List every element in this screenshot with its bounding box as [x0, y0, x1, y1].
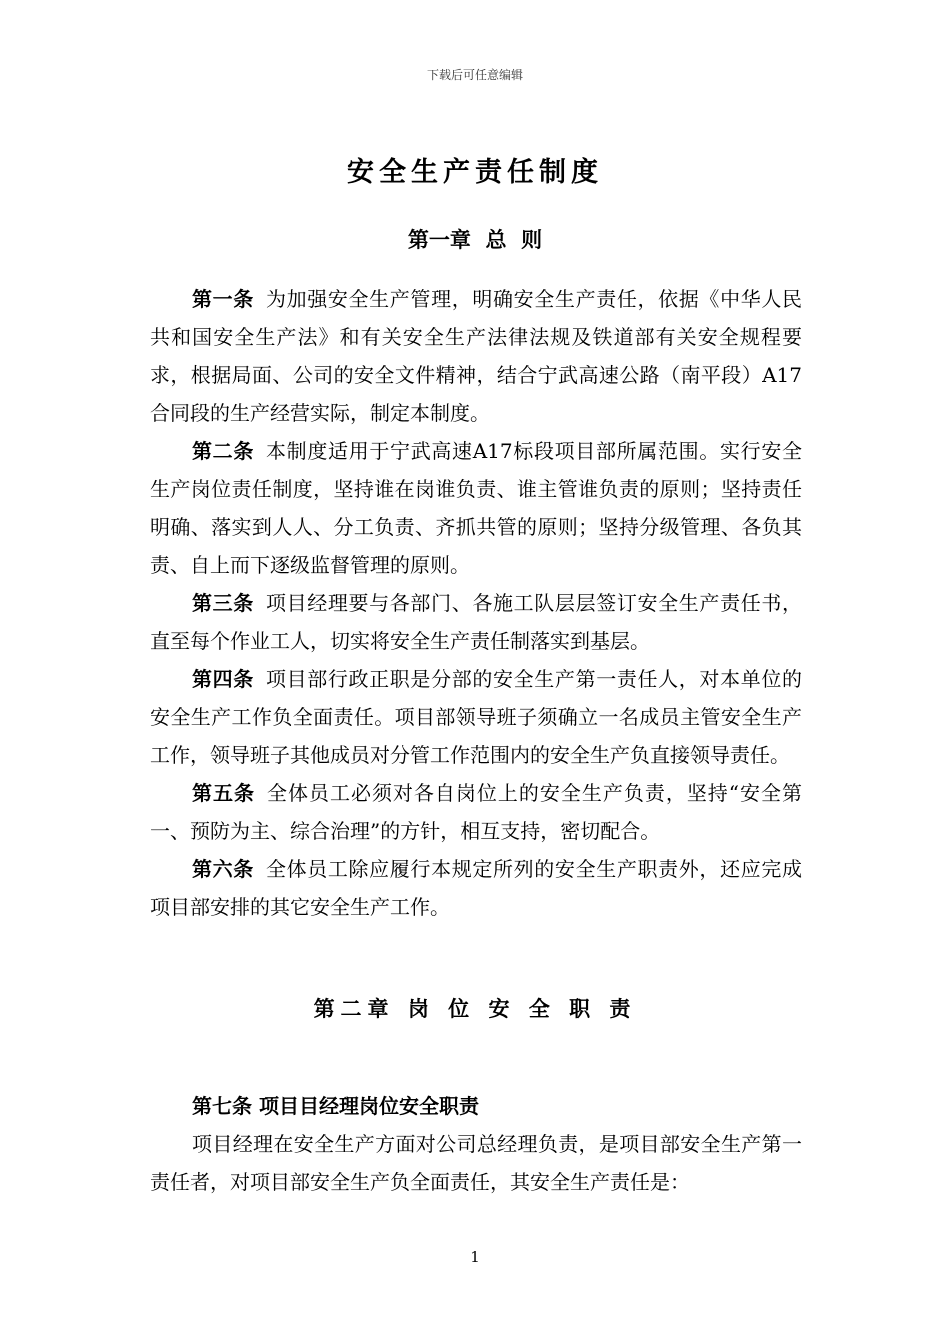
page-number: 1 [470, 1248, 480, 1266]
article-paragraph [150, 774, 802, 850]
article-label: 第一条 [192, 287, 254, 311]
article-paragraph [150, 432, 802, 584]
article-label: 第四条 [192, 667, 254, 691]
chapter-1-body [150, 280, 802, 926]
article-7-heading: 第七条 项目目经理岗位安全职责 [192, 1094, 479, 1118]
article-text: 全体员工除应履行本规定所列的安全生产职责外，还应完成项目部安排的其它安全生产工作。 [150, 857, 803, 919]
article-label: 第二条 [192, 439, 255, 463]
article-label: 第三条 [192, 591, 254, 615]
chapter-heading-2: 第二章 岗 位 安 全 职 责 [313, 997, 637, 1021]
article-label: 第六条 [192, 857, 254, 881]
article-paragraph [150, 584, 802, 660]
article-label: 第五条 [192, 781, 255, 805]
article-7-text: 项目经理在安全生产方面对公司总经理负责，是项目部安全生产第一责任者，对项目部安全生产负全面责任，其安全生产责任是： [150, 1132, 802, 1194]
article-paragraph [150, 660, 802, 774]
article-paragraph [150, 280, 802, 432]
chapter-heading-1: 第一章 总 则 [407, 228, 543, 252]
chapter-2-body [150, 1087, 802, 1201]
article-text: 项目部行政正职是分部的安全生产第一责任人，对本单位的安全生产工作负全面责任。项目部领导班子须确立一名成员主管安全生产工作，领导班子其他成员对分管工作范围内的安全生产负直接领导责任。 [150, 667, 803, 767]
article-text: 为加强安全生产管理，明确安全生产责任，依据《中华人民共和国安全生产法》和有关安全生产法律法规及铁道部有关安全规程要求，根据局面、公司的安全文件精神，结合宁武高速公路（南平段）A17合同段的生产经营实际，制定本制度。 [150, 287, 803, 425]
article-text: 全体员工必须对各自岗位上的安全生产负责，坚持“安全第一、预防为主、综合治理”的方针，相互支持，密切配合。 [150, 781, 802, 843]
article-text: 本制度适用于宁武高速A17标段项目部所属范围。实行安全生产岗位责任制度，坚持谁在岗谁负责、谁主管谁负责的原则；坚持责任明确、落实到人人、分工负责、齐抓共管的原则；坚持分级管理、各负其责、自上而下逐级监督管理的原则。 [150, 439, 802, 577]
article-paragraph [150, 850, 802, 926]
header-note: 下载后可任意编辑 [426, 68, 523, 82]
document-title: 安全生产责任制度 [347, 157, 603, 188]
article-text: 项目经理要与各部门、各施工队层层签订安全生产责任书，直至每个作业工人，切实将安全生产责任制落实到基层。 [150, 591, 803, 653]
